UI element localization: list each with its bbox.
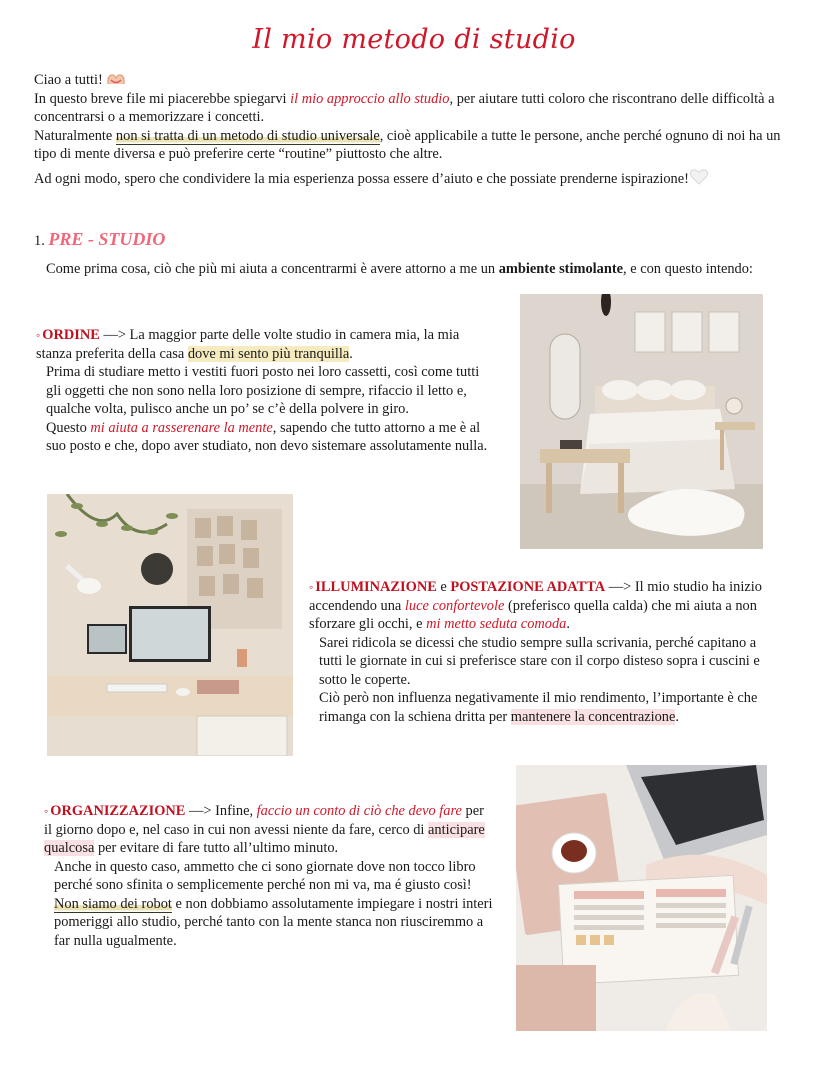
section-heading: 1. PRE - STUDIO xyxy=(34,229,166,249)
intro-paragraph-3: Ad ogni modo, spero che condividere la mia esperienza possa essere d’aiuto e che possiate prenderne ispirazione! xyxy=(34,168,794,189)
page-title: Il mio metodo di studio xyxy=(252,24,576,55)
intro-paragraph-2: Naturalmente non si tratta di un metodo di studio universale, cioè applicabile a tutte le persone, anche perché ognuno di noi ha un tipo di mente diversa e può preferire certe “routine” piuttosto che altre. xyxy=(34,127,781,162)
intro-paragraph-1: In questo breve file mi piacerebbe spiegarvi il mio approccio allo studio, per aiutare tutti coloro che riscontrano delle difficoltà a concentrarsi o a memorizzare i concetti. xyxy=(34,90,775,125)
illuminazione-paragraph-1: ◦ ILLUMINAZIONE e POSTAZIONE ADATTA —> Il mio studio ha inizio accendendo una luce confortevole (preferisco quella calda) che mi aiuta a non sforzare gli occhi, e mi metto seduta comoda. xyxy=(309,579,762,632)
illuminazione-paragraph-3: Ciò però non influenza negativamente il mio rendimento, l’importante è che rimanga con la schiena dritta per mantenere la concentrazione. xyxy=(319,690,758,725)
organizzazione-paragraph-1: ◦ ORGANIZZAZIONE —> Infine, faccio un conto di ciò che devo fare per il giorno dopo e, nel caso in cui non avessi niente da fare, cerco di anticipare qualcosa per evitare di fare tutto all’ultimo minuto. xyxy=(44,803,485,856)
section-lead: Come prima cosa, ciò che più mi aiuta a concentrarmi è avere attorno a me un ambiente stimolante, e con questo intendo: xyxy=(46,261,753,277)
ordine-paragraph-2: Prima di studiare metto i vestiti fuori posto nei loro cassetti, così come tutti gli oggetti che non sono nella loro posizione di sempre, rifaccio il letto e, qualche volta, pulisco anche un po’ se c’è della polvere in giro. xyxy=(46,364,480,417)
organizzazione-block xyxy=(44,802,494,950)
ordine-paragraph-1: ◦ ORDINE —> La maggior parte delle volte studio in camera mia, la mia stanza preferita della casa dove mi sento più tranquilla. xyxy=(36,327,460,362)
ordine-paragraph-3: Questo mi aiuta a rasserenare la mente, sapendo che tutto attorno a me è al suo posto e che, dopo aver studiato, non devo sistemare assolutamente nulla. xyxy=(46,419,488,454)
white-heart-icon xyxy=(689,168,709,186)
heart-hands-icon xyxy=(106,71,126,87)
ordine-block xyxy=(36,326,496,456)
bedroom-photo xyxy=(520,294,763,549)
intro xyxy=(34,71,794,188)
organizzazione-paragraph-2: Anche in questo caso, ammetto che ci sono giornate dove non tocco libro perché sono sfinita o semplicemente perché non mi va, ma é giusto così! xyxy=(54,858,476,893)
desk-photo xyxy=(47,494,293,756)
planner-photo xyxy=(516,765,767,1031)
organizzazione-paragraph-3: Non siamo dei robot e non dobbiamo assolutamente impiegare i nostri interi pomeriggi allo studio, perché tanto con la mente stanca non riusciremmo a far nulla ugualmente. xyxy=(54,895,493,949)
greeting: Ciao a tutti! xyxy=(34,71,794,90)
illuminazione-paragraph-2: Sarei ridicola se dicessi che studio sempre sulla scrivania, perché capitano a tutti le giornate in cui si preferisce stare con il corpo disteso sopra i cuscini e sotto le coperte. xyxy=(319,634,760,688)
illuminazione-block xyxy=(309,578,769,726)
